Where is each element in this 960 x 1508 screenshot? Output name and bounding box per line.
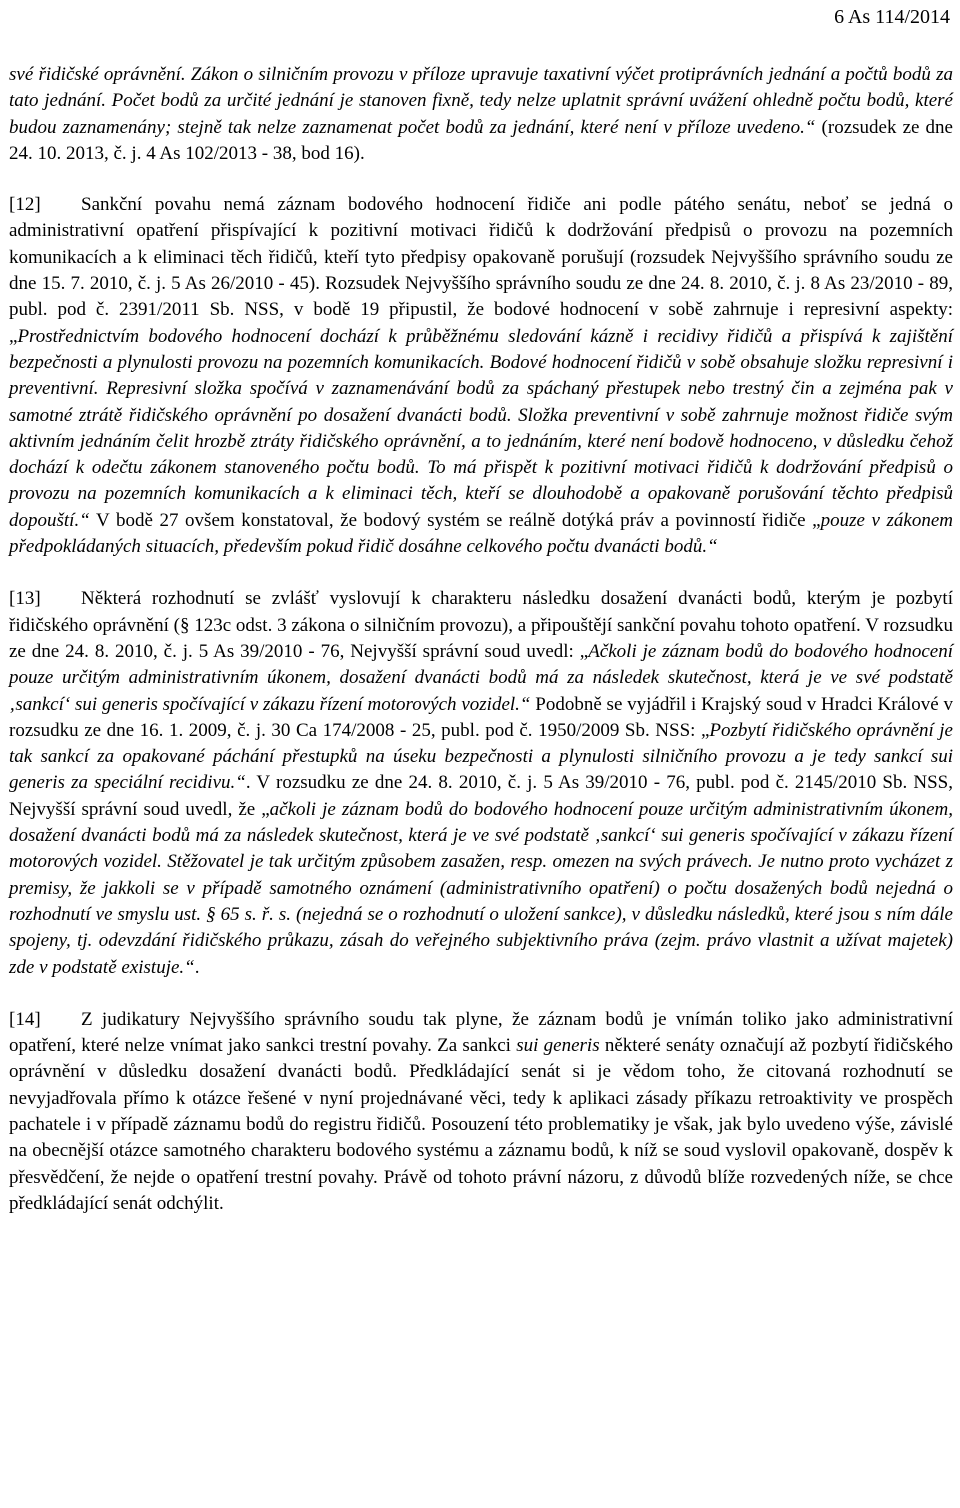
paragraph-number: [12] (9, 194, 41, 216)
paragraph-12 (9, 192, 953, 560)
paragraph-text: některé senáty označují až pozbytí řidičského oprávnění v důsledku dosažení dvanácti bodů. Předkládající senát si je vědom toho, že citovaná rozhodnutí se nevyjadřovala přímo k otázce řešené v nyní projednávané věci, tedy k aplikaci zásady příkazu retroaktivity ve prospěch pachatele i v případě záznamu bodů do registru řidičů. Posouzení této problematiky je však, jak bylo uvedeno výše, závislé na obecnější otázce samotného charakteru bodového systému a záznamu bodů, k níž se soud vyslovil opakovaně, dospěv k přesvědčení, že nejde o opatření trestní povahy. Právě od tohoto právní názoru, z důvodů blíže rozvedených níže, se chce předkládající senát odchýlit. (9, 1035, 953, 1214)
paragraph-text: Některá rozhodnutí se zvlášť vyslovují k charakteru následku dosažení dvanácti bodů, kterým je pozbytí řidičského oprávnění (§ 123c odst. 3 zákona o silničním provozu), a připouštějí sankční povahu tohoto opatření. V rozsudku ze dne 24. 8. 2010, č. j. 5 As 39/2010 - 76, Nejvyšší správní soud uvedl: „ (9, 588, 953, 662)
paragraph-number: [13] (9, 588, 41, 610)
paragraph-text: . V rozsudku ze dne 24. 8. 2010, č. j. 5 As 39/2010 - 76, publ. pod č. 2145/2010 Sb. NSS, Nejvyšší správní soud uvedl, že „ (9, 772, 953, 820)
quote-text: Pozbytí řidičského oprávnění je tak sankcí za opakované páchání přestupků na úseku bezpečnosti a plynulosti silničního provozu a je tedy sankcí sui generis za speciální recidivu.“ (9, 719, 953, 794)
paragraph-11-continuation (9, 62, 953, 167)
paragraph-text: V bodě 27 ovšem konstatoval, že bodový systém se reálně dotýká práv a povinností řidiče „ (89, 509, 821, 531)
paragraph-13 (9, 586, 953, 980)
quote-text: Ačkoli je záznam bodů do bodového hodnocení pouze určitým administrativním úkonem, dosažení dvanácti bodů má za následek skutečnost, která je ve své podstatě ‚sankcí‘ sui generis spočívající v zákazu řízení motorových vozidel.“ (9, 640, 954, 715)
paragraph-text: . (194, 956, 200, 978)
paragraph-number: [14] (9, 1008, 41, 1030)
paragraph-14 (9, 1007, 953, 1217)
latin-term: sui generis (516, 1035, 600, 1057)
document-body (9, 62, 953, 1243)
paragraph-text: Sankční povahu nemá záznam bodového hodnocení řidiče ani podle pátého senátu, neboť se jedná o administrativní opatření přispívající k pozitivní motivaci řidičů k dodržování předpisů o provozu na pozemních komunikacích a k eliminaci těch řidičů, kteří tyto předpisy opakovaně porušují (rozsudek Nejvyššího správního soudu ze dne 15. 7. 2010, č. j. 5 As 26/2010 - 45). Rozsudek Nejvyššího správního soudu ze dne 24. 8. 2010, č. j. 8 As 23/2010 - 89, publ. pod č. 2391/2011 Sb. NSS, v bodě 19 připustil, že bodové hodnocení v sobě zahrnuje i represivní aspekty: „ (9, 194, 953, 347)
quote-text: své řidičské oprávnění. Zákon o silničním provozu v příloze upravuje taxativní výčet protiprávních jednání a počtů bodů za tato jednání. Počet bodů za určité jednání je stanoven fixně, tedy nelze uplatnit správní uvážení ohledně počtu bodů, které budou zaznamenány; stejně tak nelze zaznamenat počet bodů za jednání, které není v příloze uvedeno.“ (9, 64, 953, 138)
quote-text: Prostřednictvím bodového hodnocení dochází k průběžnému sledování kázně i recidivy řidičů a přispívá k zajištění bezpečnosti a plynulosti provozu na pozemních komunikacích. Bodové hodnocení řidičů v sobě obsahuje složku represivní i preventivní. Represivní složka spočívá v zaznamenávání bodů za spáchaný přestupek nebo trestný čin a zejména pak v samotné ztrátě řidičského oprávnění po dosažení dvanácti bodů. Složka preventivní v sobě zahrnuje možnost řidiče svým aktivním jednáním čelit hrozbě ztráty řidičského oprávnění, a to jednáním, které není bodově hodnoceno, v důsledku čehož dochází k odečtu zákonem stanoveného počtu bodů. To má přispět k pozitivní motivaci řidičů k dodržování předpisů o provozu na pozemních komunikacích a k eliminaci těch, kteří se dlouhodobě a opakovaně porušování těchto předpisů dopouští.“ (9, 325, 953, 531)
quote-text: pouze v zákonem předpokládaných situacích, především pokud řidič dosáhne celkového počtu dvanácti bodů.“ (9, 509, 953, 558)
quote-text: ačkoli je záznam bodů do bodového hodnocení pouze určitým administrativním úkonem, dosažení dvanácti bodů má za následek skutečnost, která je ve své podstatě ‚sankcí‘ sui generis spočívající v zákazu řízení motorových vozidel. Stěžovatel je tak určitým způsobem zasažen, resp. omezen na svých právech. Je nutno proto vycházet z premisy, že jakkoli se v případě samotného oznámení (administrativního opatření) o počtu dosažených bodů nejedná o rozhodnutí ve smyslu ust. § 65 s. ř. s. (nejedná se o rozhodnutí o uložení sankce), v důsledku následků, které jsou s ním dále spojeny, tj. odevzdání řidičského průkazu, zásah do veřejného subjektivního práva (zejm. právo vlastnit a užívat majetek) zde v podstatě existuje.“ (9, 798, 953, 978)
citation-text: (rozsudek ze dne 24. 10. 2013, č. j. 4 As 102/2013 - 38, bod 16). (9, 116, 953, 164)
paragraph-text: Podobně se vyjádřil i Krajský soud v Hradci Králové v rozsudku ze dne 16. 1. 2009, č. j. 30 Ca 174/2008 - 25, publ. pod č. 1950/2009 Sb. NSS: „ (9, 693, 954, 741)
paragraph-text: Z judikatury Nejvyššího správního soudu tak plyne, že záznam bodů je vnímán toliko jako administrativní opatření, které nelze vnímat jako sankci trestní povahy. Za sankci (9, 1008, 953, 1057)
case-number-header: 6 As 114/2014 (834, 6, 950, 28)
